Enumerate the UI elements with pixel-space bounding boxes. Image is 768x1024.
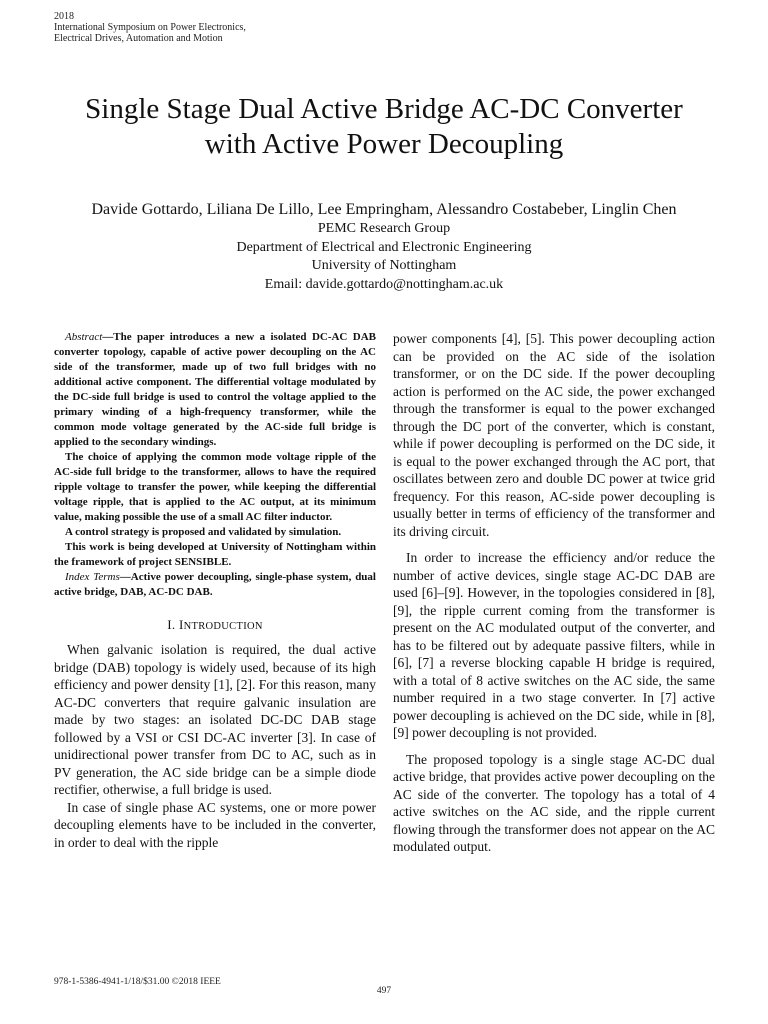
abstract-paragraph-3: A control strategy is proposed and validated by simulation. (65, 526, 342, 538)
research-group: PEMC Research Group (317, 221, 451, 236)
university: University of Nottingham (311, 258, 457, 273)
paper-title (20, 92, 748, 162)
title-line1: Single Stage Dual Active Bridge AC-DC Converter (85, 93, 683, 125)
section-title-initial: I (178, 617, 184, 632)
index-terms-text: Active power decoupling, single-phase system, dual active bridge, DAB, AC-DC DAB. (54, 571, 376, 598)
copyright-notice: 978-1-5386-4941-1/18/$31.00 ©2018 IEEE (54, 977, 221, 987)
right-column (393, 330, 715, 865)
intro-right-paragraph-3: The proposed topology is a single stage AC-DC dual active bridge, that provides active power decoupling on the AC side of the converter. The topology has a total of 4 active switches on the AC side, and the ripple current flowing through the transformer does not appear on the AC modulated output. (393, 751, 715, 854)
section-heading-introduction (54, 617, 376, 633)
department: Department of Electrical and Electronic Engineering (236, 239, 532, 255)
author-list: Davide Gottardo, Liliana De Lillo, Lee Empringham, Alessandro Costabeber, Linglin Chen (91, 201, 677, 218)
conference-header (54, 11, 246, 44)
intro-paragraph-1: When galvanic isolation is required, the dual active bridge (DAB) topology is widely used, because of its high efficiency and power density [1], [2]. For this reason, many AC-DC converters that require galvanic insulation are made by two stages: an isolated DC-DC DAB stage followed by a VSI or CSI DC-AC inverter [3]. In case of unidirectional power transfer from DC to AC, such as in PV generation, the AC side bridge can be a simple diode rectifier, otherwise, a full bridge is used. (54, 642, 376, 797)
abstract (54, 330, 376, 600)
abstract-paragraph-1 (54, 330, 376, 450)
introduction-left (54, 641, 376, 851)
conference-name-line1: International Symposium on Power Electronics, (54, 22, 246, 33)
intro-right-paragraph-1: power components [4], [5]. This power decoupling action can be provided on the AC side of the isolation transformer, or on the DC side. If the power decoupling action is performed on the AC side, the power exchanged through the transformer is equal to the power exchanged through the DC port of the converter, which is constant, while if power decoupling is performed on the DC side, it is equal to the power exchanged through the AC port, that oscillates between zero and double DC power at twice grid frequency. For this reason, AC-side power decoupling is usually better in terms of efficiency of the transformer and its driving circuit. (393, 331, 715, 539)
affiliation-block (20, 220, 748, 294)
section-title-rest: NTRODUCTION (183, 621, 263, 632)
conference-name-line2: Electrical Drives, Automation and Motion (54, 33, 223, 44)
author-email: Email: davide.gottardo@nottingham.ac.uk (264, 276, 504, 292)
abstract-paragraph-4: This work is being developed at University of Nottingham within the framework of project SENSIBLE. (54, 541, 376, 568)
intro-paragraph-2: In case of single phase AC systems, one or more power decoupling elements have to be included in the converter, in order to deal with the ripple (54, 799, 376, 850)
intro-right-paragraph-2: In order to increase the efficiency and/or reduce the number of active devices, single stage AC-DC DAB are used [6]–[9]. However, in the topologies considered in [8], [9], the ripple current coming from the transformer is present on the AC modulated output of the converter, and has to be filtered out by adequate passive filters, while in [6], [7] a reverse blocking capable H bridge is required, with a total of 8 active switches on the AC side, the same number required in a two stage converter. In [7] active power decoupling is achieved on the DC side, while in [8], [9] power decoupling is not provided. (393, 550, 715, 740)
abstract-dash: — (102, 331, 114, 343)
title-line2: with Active Power Decoupling (204, 128, 564, 160)
abstract-label: Abstract (65, 331, 103, 343)
index-terms (54, 570, 376, 600)
index-terms-dash: — (119, 571, 131, 583)
conference-year: 2018 (54, 11, 74, 22)
abstract-paragraph-2: The choice of applying the common mode voltage ripple of the AC-side full bridge to the transformer, allows to have the required ripple voltage to transfer the power, while keeping the differential voltage ripple, that is applied to the AC output, at its minimum value, making possible the use of a small AC filter inductor. (54, 451, 376, 523)
abstract-text: The paper introduces a new a isolated DC-AC DAB converter topology, capable of active power decoupling on the AC side of the transformer, made up of two full bridges with no additional active component. The differential voltage modulated by the DC-side full bridge is used to control the voltage applied to the primary winding of a high-frequency transformer, while the common mode voltage generated by the AC-side full bridge is applied to the secondary windings. (54, 331, 376, 448)
page-number: 497 (376, 986, 392, 996)
left-column (54, 330, 376, 851)
index-terms-label: Index Terms (65, 571, 120, 583)
section-number: I. (167, 617, 176, 632)
